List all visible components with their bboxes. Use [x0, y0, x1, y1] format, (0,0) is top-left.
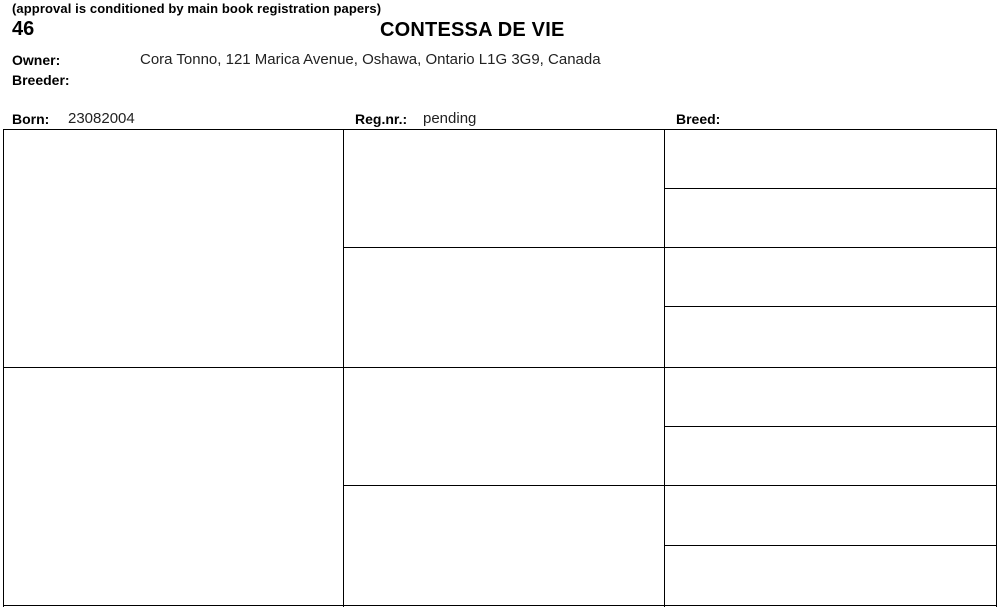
great-grandparent-cell-2 — [665, 189, 996, 247]
maternal-grandsire-cell — [344, 368, 664, 485]
born-label: Born: — [12, 111, 50, 127]
approval-note: (approval is conditioned by main book registration papers) — [12, 1, 382, 16]
sire-cell — [4, 130, 343, 367]
great-grandparent-cell-8 — [665, 546, 996, 605]
maternal-granddam-cell — [344, 486, 664, 605]
dog-name-title: CONTESSA DE VIE — [380, 19, 565, 41]
born-value: 23082004 — [68, 110, 135, 127]
great-grandparent-cell-7 — [665, 486, 996, 545]
reg-nr-label: Reg.nr.: — [355, 111, 408, 127]
pedigree-right-border — [996, 129, 997, 607]
owner-value: Cora Tonno, 121 Marica Avenue, Oshawa, Ontario L1G 3G9, Canada — [140, 51, 601, 68]
great-grandparent-cell-4 — [665, 307, 996, 367]
breeder-label: Breeder: — [12, 72, 70, 88]
paternal-grandsire-cell — [344, 130, 664, 247]
great-grandparent-cell-3 — [665, 248, 996, 306]
paternal-granddam-cell — [344, 248, 664, 367]
great-grandparent-cell-1 — [665, 130, 996, 188]
great-grandparent-cell-5 — [665, 368, 996, 426]
breed-label: Breed: — [676, 111, 721, 127]
dam-cell — [4, 368, 343, 605]
reg-nr-value: pending — [423, 110, 477, 127]
entry-number: 46 — [12, 18, 35, 40]
pedigree-bottom-border — [3, 605, 997, 606]
great-grandparent-cell-6 — [665, 427, 996, 485]
owner-label: Owner: — [12, 52, 61, 68]
